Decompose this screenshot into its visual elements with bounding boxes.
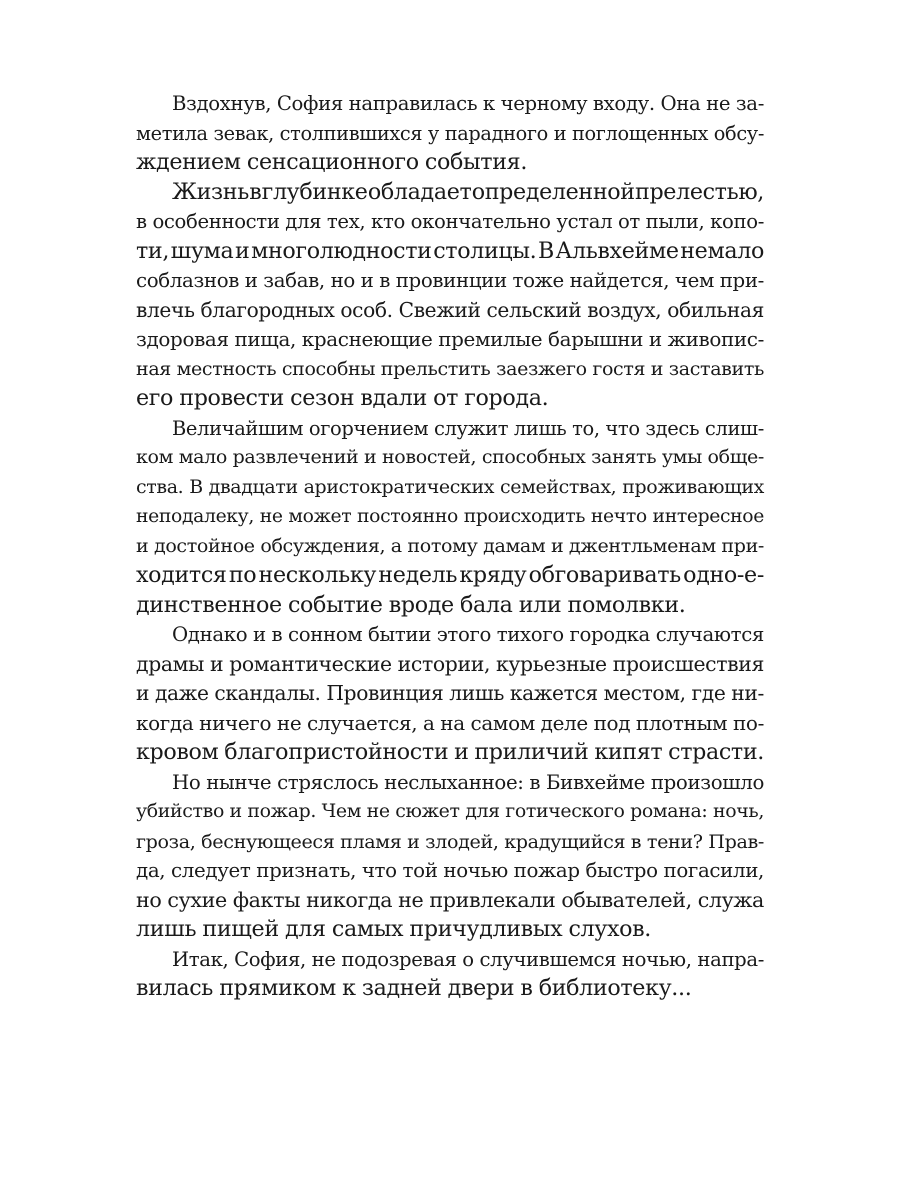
text-line: Жизнь в глубинке обладает определенной прелестью,	[172, 178, 764, 205]
paragraph-1	[136, 89, 764, 178]
text-line: ная местность способны прельстить заезжего гостя и заставить	[136, 357, 764, 380]
text-line: метила зевак, столпившихся у парадного и поглощенных обсу-	[136, 121, 764, 145]
text-line: ства. В двадцати аристократических семействах, проживающих	[136, 475, 764, 498]
text-line: кровом благопристойности и приличий кипят страсти.	[136, 739, 764, 765]
text-line: здоровая пища, краснеющие премилые барышни и живопис-	[136, 328, 764, 351]
text-line: Итак, София, не подозревая о случившемся ночью, напра-	[172, 947, 764, 971]
text-line: динственное событие вроде бала или помолвки.	[136, 591, 686, 618]
text-line: Величайшим огорчением служит лишь то, что здесь слиш-	[172, 416, 764, 440]
text-line: соблазнов и забав, но и в провинции тоже найдется, чем при-	[136, 269, 764, 292]
text-line: вилась прямиком к задней двери в библиотеку...	[136, 975, 692, 1001]
text-line: Вздохнув, София направилась к черному входу. Она не за-	[172, 92, 764, 115]
text-line: влечь благородных особ. Свежий сельский воздух, обильная	[136, 297, 764, 322]
paragraph-5	[136, 768, 764, 945]
paragraph-4	[136, 620, 764, 768]
text-line: и даже скандалы. Провинция лишь кажется местом, где ни-	[136, 681, 764, 705]
text-line: драмы и романтические истории, курьезные происшествия	[136, 651, 764, 676]
text-line: убийство и пожар. Чем не сюжет для готического романа: ночь,	[136, 800, 764, 822]
text-line: лишь пищей для самых причудливых слухов.	[136, 916, 652, 942]
text-line: и достойное обсуждения, а потому дамам и джентльменам при-	[136, 534, 764, 557]
text-line: его провести сезон вдали от города.	[136, 385, 549, 411]
paragraph-2	[136, 178, 764, 414]
text-line: ти, шума и многолюдности столицы. В Альвхейме немало	[136, 237, 764, 264]
text-line: но сухие факты никогда не привлекали обывателей, служа	[136, 887, 764, 912]
text-line: гроза, беснующееся пламя и злодей, крадущийся в тени? Прав-	[136, 829, 764, 853]
text-line: Однако и в сонном бытии этого тихого городка случаются	[172, 623, 764, 646]
paragraph-3	[136, 414, 764, 621]
text-line: да, следует признать, что той ночью пожар быстро погасили,	[136, 859, 764, 882]
text-line: ходится по нескольку недель кряду обговаривать одно-е-	[136, 562, 764, 588]
paragraph-6	[136, 945, 764, 1004]
text-line: неподалеку, не может постоянно происходить нечто интересное	[136, 506, 764, 527]
text-line: ждением сенсационного события.	[136, 149, 528, 175]
text-line: когда ничего не случается, а на самом деле под плотным по-	[136, 710, 764, 735]
text-line: Но нынче стряслось неслыханное: в Бивхейме произошло	[172, 770, 764, 794]
text-line: ком мало развлечений и новостей, способных занять умы обще-	[136, 446, 764, 468]
document-page	[136, 89, 764, 1004]
text-line: в особенности для тех, кто окончательно устал от пыли, копо-	[136, 210, 764, 233]
